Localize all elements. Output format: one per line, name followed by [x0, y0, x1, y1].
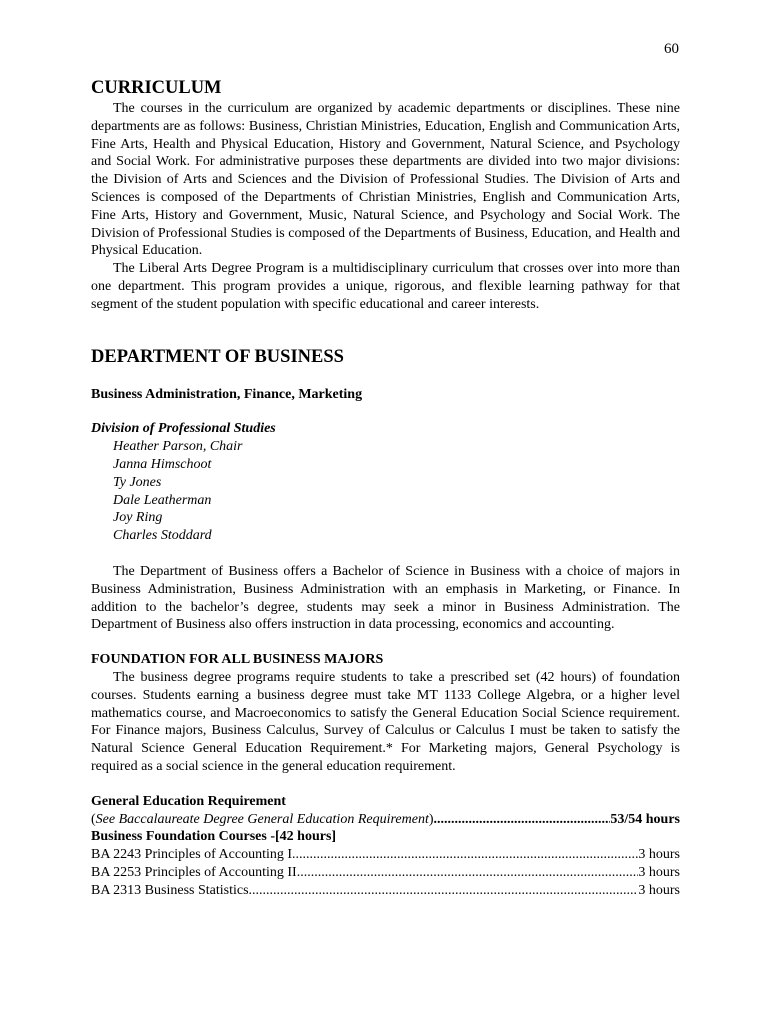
faculty-member: Janna Himschoot: [113, 456, 212, 472]
foundation-courses-heading: Business Foundation Courses -[42 hours]: [91, 829, 337, 845]
dot-leader: [434, 811, 611, 829]
gened-note: See Baccalaureate Degree General Education Requirement: [95, 811, 429, 827]
page-content: [91, 74, 680, 899]
dot-leader: [297, 864, 639, 882]
gened-close-paren: ): [428, 811, 434, 827]
course-row: [91, 846, 680, 864]
faculty-member: Heather Parson, Chair: [113, 439, 243, 455]
curriculum-heading: CURRICULUM: [91, 78, 222, 98]
gened-open-paren: (: [91, 811, 96, 827]
foundation-heading: FOUNDATION FOR ALL BUSINESS MAJORS: [91, 652, 384, 668]
course-row: [91, 882, 680, 900]
gened-hours: 53/54 hours: [610, 811, 680, 827]
department-description: The Department of Business offers a Bachelor of Science in Business with a choice of majors in Business Administration, Business Administration with an emphasis in Marketing, or Finance. In addition to the bachelor’s degree, students may seek a minor in Business Administration. The Department of Business also offers instruction in data processing, economics and accounting.: [91, 563, 680, 633]
dot-leader: [249, 882, 639, 900]
page-number: 60: [664, 41, 679, 57]
foundation-paragraph: The business degree programs require students to take a prescribed set (42 hours) of foundation courses. Students earning a business degree must take MT 1133 College Algebra, or a higher level mathematics course, and Macroeconomics to satisfy the General Education Social Science requirement. For Finance majors, Business Calculus, Survey of Calculus or Calculus I must be taken to satisfy the Natural Science General Education Requirement.* For Marketing majors, General Psychology is required as a social science in the general education requirement.: [91, 669, 680, 774]
faculty-member: Joy Ring: [113, 510, 163, 526]
faculty-member: Dale Leatherman: [113, 492, 212, 508]
curriculum-paragraph-2: The Liberal Arts Degree Program is a multidisciplinary curriculum that crosses over into more than one department. This program provides a unique, rigorous, and flexible learning pathway for that segment of the student population with specific educational and career interests.: [91, 261, 680, 312]
course-name: BA 2243 Principles of Accounting I: [91, 847, 293, 863]
faculty-member: Charles Stoddard: [113, 528, 212, 544]
gened-heading: General Education Requirement: [91, 793, 286, 809]
course-name: BA 2313 Business Statistics: [91, 882, 249, 898]
business-heading: DEPARTMENT OF BUSINESS: [91, 346, 344, 367]
faculty-member: Ty Jones: [113, 474, 162, 490]
division-title: Division of Professional Studies: [91, 421, 276, 437]
course-name: BA 2253 Principles of Accounting II: [91, 864, 297, 880]
course-hours: 3 hours: [638, 882, 680, 898]
course-hours: 3 hours: [638, 847, 680, 863]
faculty-list: [91, 438, 680, 545]
course-hours: 3 hours: [638, 864, 680, 880]
business-subheading: Business Administration, Finance, Marketing: [91, 386, 363, 402]
curriculum-paragraph-1: The courses in the curriculum are organized by academic departments or disciplines. These nine departments are as follows: Business, Christian Ministries, Education, English and Communication Arts, Fine Arts, Health and Physical Education, History and Government, Natural Science, and Psychology and Social Work. For administrative purposes these departments are divided into two major divisions: the Division of Arts and Sciences and the Division of Professional Studies. The Division of Arts and Sciences is composed of the Departments of Christian Ministries, English and Communication Arts, Fine Arts, History and Government, Music, Natural Science, and Psychology and Social Work. The Division of Professional Studies is composed of the Departments of Business, Education, and Health and Physical Education.: [91, 101, 680, 259]
gened-row: [91, 811, 680, 829]
dot-leader: [292, 846, 638, 864]
course-row: [91, 864, 680, 882]
